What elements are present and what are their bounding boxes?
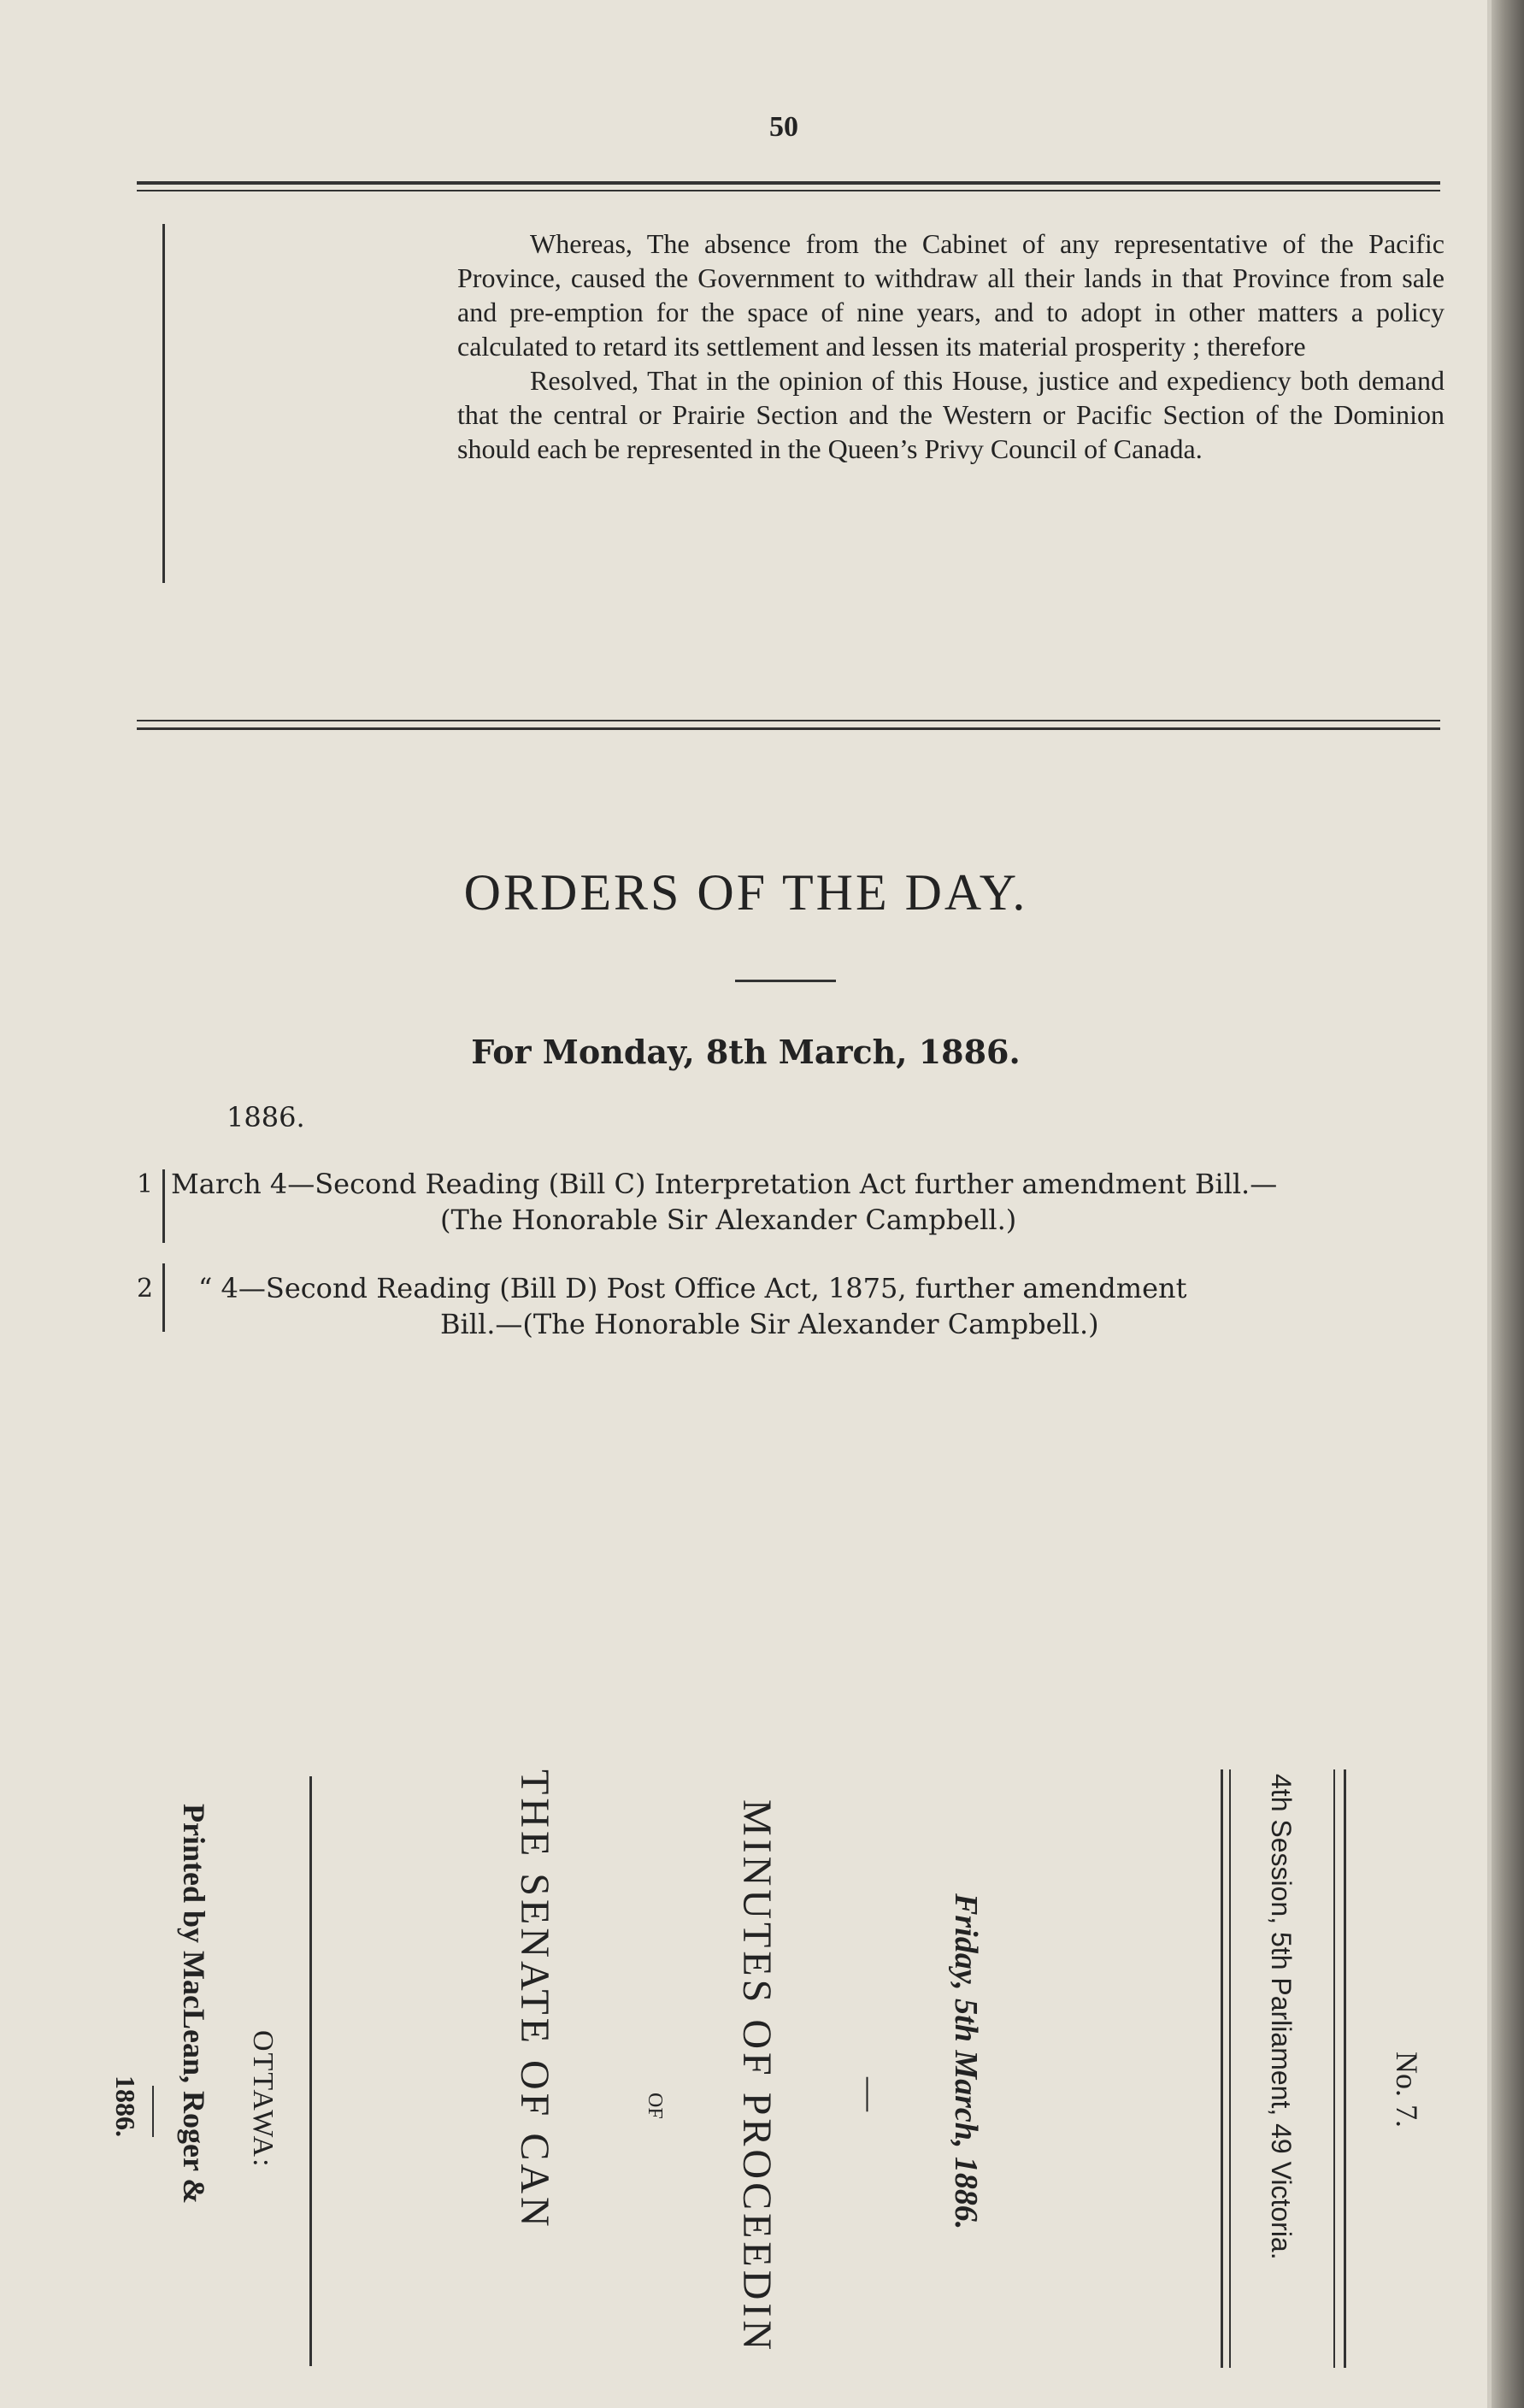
page-number: 50 <box>769 111 798 143</box>
order-text: —Second Reading (Bill D) Post Office Act, 1875, further amendment <box>238 1272 1187 1304</box>
order-date: March 4 <box>171 1168 288 1200</box>
cover-title-line1: MINUTES OF PROCEEDIN <box>734 1799 780 2354</box>
cover-title-of: OF <box>644 2093 666 2119</box>
cover-vertical-rule <box>1333 1769 1335 2368</box>
order-date: “ 4 <box>198 1272 238 1304</box>
order-text-cont: (The Honorable Sir Alexander Campbell.) <box>440 1204 1017 1236</box>
cover-vertical-rule <box>1229 1769 1231 2368</box>
cover-title-line2: THE SENATE OF CAN <box>512 1769 557 2230</box>
motion-margin-line <box>162 224 165 583</box>
cover-printer: Printed by MacLean, Roger & <box>177 1804 211 2205</box>
whereas-paragraph: Whereas, The absence from the Cabinet of any representative of the Pacific Province, caused the Government to withdraw all their lands in that Province from sale and pre-emption for the space of nine years, and to adopt in other matters a policy calculated to retard its settlement and lessen its material prosperity ; therefore <box>457 228 1445 362</box>
cover-year: 1886. <box>110 2075 141 2137</box>
orders-year: 1886. <box>227 1101 305 1133</box>
order-text-cont: Bill.—(The Honorable Sir Alexander Campbell.) <box>440 1308 1099 1340</box>
order-number: 1 <box>137 1169 154 1199</box>
order-item <box>171 1166 1445 1238</box>
order-number: 2 <box>137 1274 154 1304</box>
order-margin-line <box>162 1169 165 1243</box>
top-rule-thin <box>137 190 1440 191</box>
order-item <box>198 1270 1446 1342</box>
cover-vertical-rule <box>1344 1769 1346 2368</box>
order-margin-line <box>162 1263 165 1332</box>
section-rule-thick <box>137 727 1440 730</box>
cover-city: OTTAWA: <box>247 2030 279 2169</box>
cover-dash: — <box>851 2077 890 2111</box>
cover-date: Friday, 5th March, 1886. <box>948 1893 984 2230</box>
top-rule <box>137 181 1440 185</box>
cover-session: 4th Session, 5th Parliament, 49 Victoria. <box>1266 1774 1297 2260</box>
title-rule <box>735 980 836 982</box>
cover-short-rule <box>152 2086 154 2137</box>
resolved-paragraph: Resolved, That in the opinion of this House, justice and expediency both demand that the central or Prairie Section and the Western or Pacific Section of the Dominion should each be represented in the Queen’s Privy Council of Canada. <box>457 365 1445 464</box>
order-text: —Second Reading (Bill C) Interpretation Act further amendment Bill.— <box>287 1168 1278 1200</box>
section-rule <box>137 720 1440 721</box>
orders-date-line: For Monday, 8th March, 1886. <box>471 1033 1021 1071</box>
cover-vertical-rule <box>309 1776 312 2366</box>
page-edge-shadow <box>1492 0 1524 2408</box>
motion-text <box>457 227 1445 466</box>
cover-vertical-rule <box>1221 1769 1223 2368</box>
orders-title: ORDERS OF THE DAY. <box>463 864 1028 921</box>
cover-number: No. 7. <box>1390 2052 1424 2128</box>
